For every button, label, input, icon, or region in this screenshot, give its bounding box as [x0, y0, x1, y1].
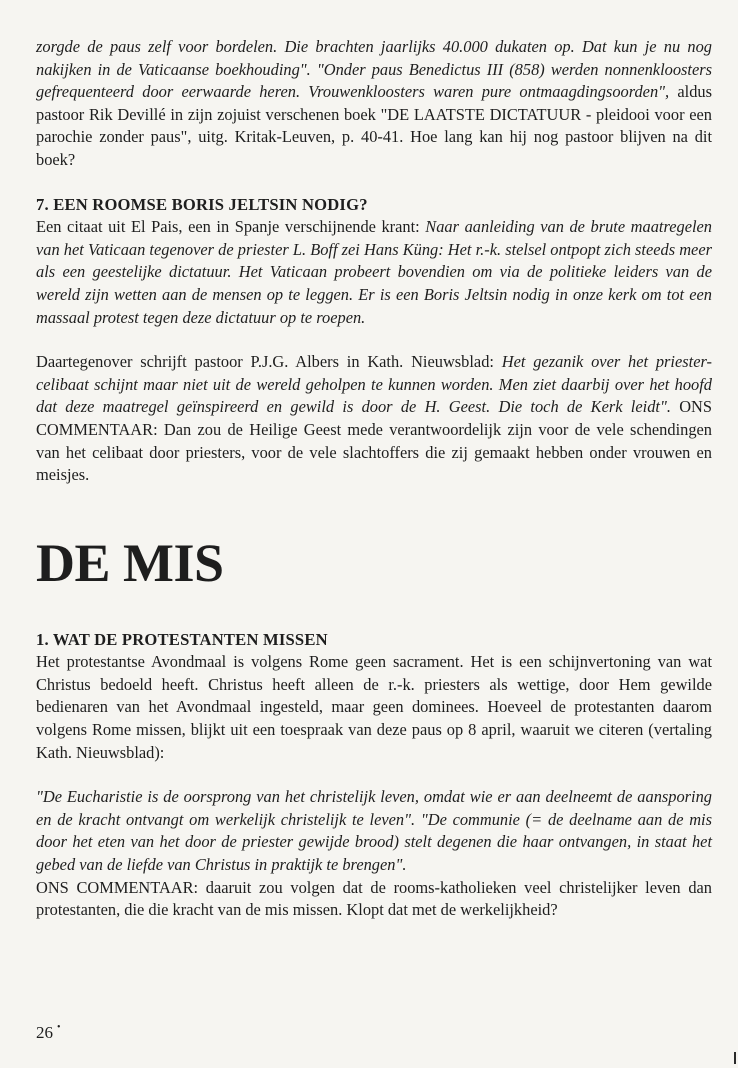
intro-paragraph — [36, 36, 712, 172]
section-1-heading: 1. WAT DE PROTESTANTEN MISSEN — [36, 629, 328, 649]
document-page — [36, 36, 712, 922]
intro-italic-1: zorgde de paus zelf voor bordelen. Die brachten jaarlijks 40.000 dukaten op. Dat kun je nu nog nakijken in de Vaticaanse boekhouding". — [36, 37, 712, 79]
s7-p1-roman: Een citaat uit El Pais, een in Spanje verschijnende krant: — [36, 217, 426, 237]
s7-p2-comment: ONS COMMENTAAR: Dan zou de Heilige Geest mede verantwoordelijk zijn voor de vele schendingen van het celibaat door priesters, voor de vele slachtoffers die zij gemaakt hebben onder vrouwen en meisjes. — [36, 397, 712, 485]
intro-roman: aldus pastoor Rik Devillé in zijn zojuist verschenen boek "DE LAATSTE DICTATUUR - pleidooi voor een parochie zonder paus", uitg. Kritak-Leuven, p. 40-41. Hoe lang kan hij nog pastoor blijven na dit boek? — [36, 82, 712, 169]
section-1-comment: ONS COMMENTAAR: daaruit zou volgen dat de rooms-katholieken veel christelijker leven dan protestanten, die die kracht van de mis missen. Klopt dat met de werkelijkheid? — [36, 877, 712, 920]
section-7-heading: 7. EEN ROOMSE BORIS JELTSIN NODIG? — [36, 194, 368, 214]
s7-p2-italic: Het gezanik over het priester-celibaat schijnt maar niet uit de wereld geholpen te kunnen worden. Men ziet daarbij over het hoofd dat deze maatregel geïnspireerd en gewild is door de H. Geest. Die toch de Kerk leidt". — [36, 352, 712, 417]
section-7-paragraph-1 — [36, 216, 712, 329]
page-number — [36, 1022, 61, 1043]
page-number-text: 26 — [36, 1023, 53, 1042]
intro-italic-2: "Onder paus Benedictus III (858) werden nonnenkloosters gefrequenteerd door eerwaarde heren. Vrouwenkloosters waren pure ontmaagdingsoorden", — [36, 59, 712, 102]
s7-p1-italic: Naar aanleiding van de brute maatregelen van het Vaticaan tegenover de priester L. Boff zei Hans Küng: Het r.-k. stelsel ontpopt zich steeds meer als een geestelijke dictatuur. Het Vaticaan probeert bovendien om via de politieke leiders van de wereld zijn wetten aan de mensen op te leggen. Er is een Boris Jeltsin nodig in onze kerk om tot een massaal protest tegen deze dictatuur op te roepen. — [36, 217, 712, 327]
section-7-paragraph-2 — [36, 351, 712, 487]
chapter-title: DE MIS — [36, 532, 224, 593]
s7-p2-roman: Daartegenover schrijft pastoor P.J.G. Albers in Kath. Nieuwsblad: — [36, 352, 502, 372]
section-1-paragraph-1: Het protestantse Avondmaal is volgens Rome geen sacrament. Het is een schijnvertoning van wat Christus bedoeld heeft. Christus heeft alleen de r.-k. priesters als wettige, door Hem gewilde bedienaren van het Avondmaal ingesteld, maar geen dominees. Hoeveel de protestanten daarom volgens Rome missen, blijkt uit een toespraak van deze paus op 8 april, waaruit we citeren (vertaling Kath. Nieuwsblad): — [36, 652, 712, 762]
scan-edge-mark — [734, 1052, 736, 1064]
section-1-quote: "De Eucharistie is de oorsprong van het christelijk leven, omdat wie er aan deelneemt de aansporing en de kracht ontvangt om werkelijk christelijk te leven". "De communie (= de deelname aan de mis door het eten van het door de priester gewijde brood) stelt degenen die haar ontvangen, in staat het gebed van de liefde van Christus in praktijk te brengen". — [36, 787, 712, 875]
page-mark: • — [57, 1022, 61, 1033]
